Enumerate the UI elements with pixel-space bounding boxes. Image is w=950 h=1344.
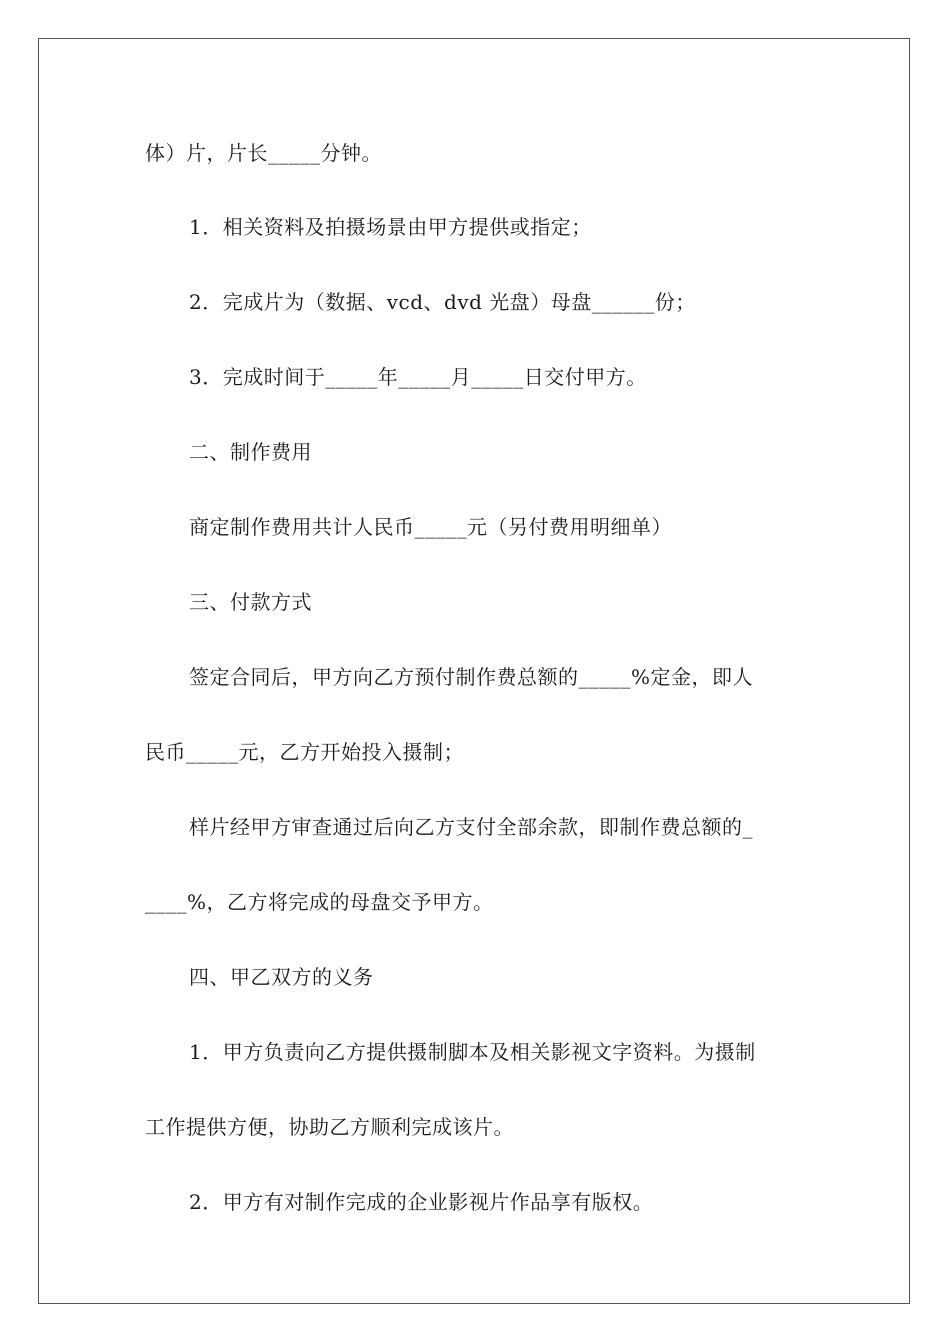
section-heading: 四、甲乙双方的义务	[189, 965, 374, 989]
contract-text-line: 3．完成时间于_____年_____月_____日交付甲方。	[189, 365, 647, 389]
contract-text-line: 体）片，片长_____分钟。	[145, 141, 382, 165]
contract-text-line: 2．甲方有对制作完成的企业影视片作品享有版权。	[189, 1190, 654, 1214]
contract-text-line: ____%，乙方将完成的母盘交予甲方。	[145, 890, 494, 914]
contract-text-line: 商定制作费用共计人民币_____元（另付费用明细单）	[189, 515, 672, 539]
contract-text-line: 签定合同后，甲方向乙方预付制作费总额的_____%定金，即人	[189, 665, 754, 689]
page-frame	[38, 38, 910, 1304]
contract-text-line: 民币_____元，乙方开始投入摄制；	[145, 740, 464, 764]
contract-text-line: 工作提供方便，协助乙方顺利完成该片。	[145, 1115, 514, 1139]
contract-text-line: 2．完成片为（数据、vcd、dvd 光盘）母盘______份；	[189, 290, 696, 314]
section-heading: 二、制作费用	[189, 440, 312, 464]
contract-text-line: 样片经甲方审查通过后向乙方支付全部余款，即制作费总额的_	[189, 815, 753, 839]
contract-text-line: 1．相关资料及拍摄场景由甲方提供或指定；	[189, 215, 592, 239]
section-heading: 三、付款方式	[189, 590, 312, 614]
contract-text-line: 1．甲方负责向乙方提供摄制脚本及相关影视文字资料。为摄制	[189, 1040, 756, 1064]
